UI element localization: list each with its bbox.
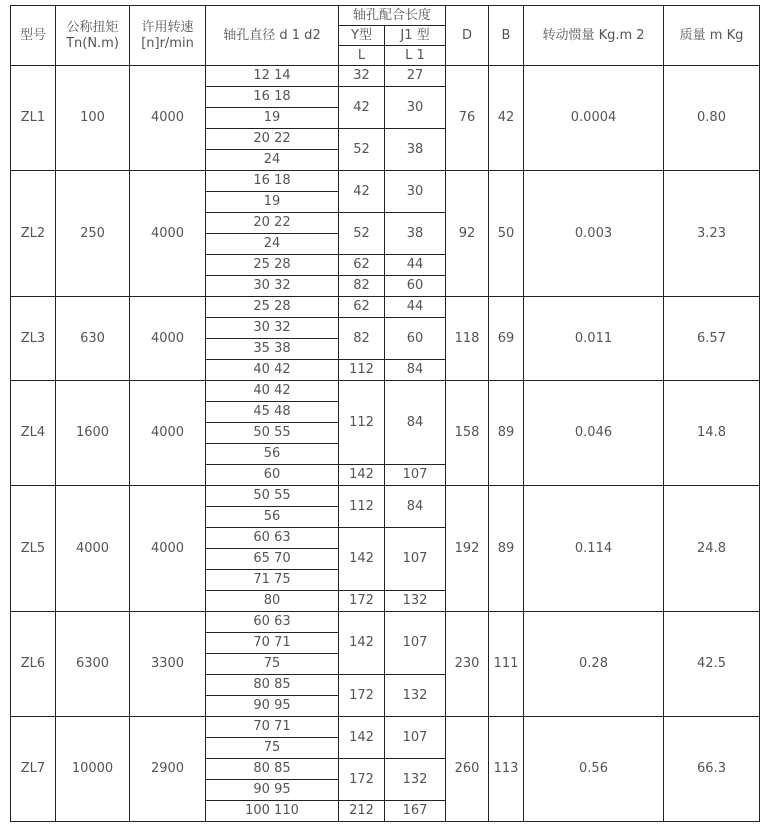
- table-row: [11, 381, 760, 402]
- y-length-cell: 112: [339, 486, 385, 528]
- model-cell: ZL4: [11, 381, 56, 486]
- bore-cell: 70 71: [206, 717, 339, 738]
- y-length-cell: 62: [339, 255, 385, 276]
- mass-cell: 66.3: [664, 717, 760, 822]
- bore-cell: 80 85: [206, 675, 339, 696]
- j1-length-cell: 30: [385, 171, 446, 213]
- j1-length-cell: 132: [385, 675, 446, 717]
- j1-length-cell: 30: [385, 87, 446, 129]
- d-cell: 192: [446, 486, 489, 612]
- y-length-cell: 172: [339, 591, 385, 612]
- y-length-cell: 42: [339, 171, 385, 213]
- bore-cell: 100 110: [206, 801, 339, 822]
- mass-cell: 42.5: [664, 612, 760, 717]
- bore-cell: 19: [206, 108, 339, 129]
- j1-length-cell: 84: [385, 360, 446, 381]
- y-length-cell: 42: [339, 87, 385, 129]
- bore-cell: 30 32: [206, 318, 339, 339]
- y-length-cell: 82: [339, 276, 385, 297]
- speed-cell: 2900: [130, 717, 206, 822]
- bore-cell: 60: [206, 465, 339, 486]
- speed-cell: 4000: [130, 66, 206, 171]
- j1-length-cell: 38: [385, 213, 446, 255]
- bore-cell: 24: [206, 234, 339, 255]
- j1-length-cell: 27: [385, 66, 446, 87]
- j1-length-cell: 60: [385, 276, 446, 297]
- y-length-cell: 142: [339, 528, 385, 591]
- bore-cell: 71 75: [206, 570, 339, 591]
- b-cell: 89: [489, 381, 524, 486]
- y-length-cell: 172: [339, 759, 385, 801]
- j1-length-cell: 107: [385, 465, 446, 486]
- b-cell: 89: [489, 486, 524, 612]
- table-row: [11, 717, 760, 738]
- j1-length-cell: 84: [385, 381, 446, 465]
- bore-cell: 40 42: [206, 360, 339, 381]
- bore-cell: 56: [206, 507, 339, 528]
- bore-cell: 40 42: [206, 381, 339, 402]
- bore-cell: 80: [206, 591, 339, 612]
- bore-cell: 35 38: [206, 339, 339, 360]
- d-cell: 260: [446, 717, 489, 822]
- bore-cell: 16 18: [206, 171, 339, 192]
- header-mass: 质量 m Kg: [664, 6, 760, 66]
- header-y-type: Y型: [339, 26, 385, 46]
- inertia-cell: 0.56: [524, 717, 664, 822]
- model-cell: ZL2: [11, 171, 56, 297]
- inertia-cell: 0.0004: [524, 66, 664, 171]
- bore-cell: 60 63: [206, 612, 339, 633]
- torque-cell: 250: [56, 171, 130, 297]
- torque-cell: 630: [56, 297, 130, 381]
- bore-cell: 75: [206, 738, 339, 759]
- y-length-cell: 172: [339, 675, 385, 717]
- y-length-cell: 112: [339, 381, 385, 465]
- model-cell: ZL5: [11, 486, 56, 612]
- header-l1: L 1: [385, 46, 446, 66]
- d-cell: 92: [446, 171, 489, 297]
- header-l: L: [339, 46, 385, 66]
- header-bore-diameter: 轴孔直径 d 1 d2: [206, 6, 339, 66]
- header-inertia: 转动惯量 Kg.m 2: [524, 6, 664, 66]
- model-cell: ZL1: [11, 66, 56, 171]
- header-speed: 许用转速 [n]r/min: [130, 6, 206, 66]
- speed-cell: 4000: [130, 381, 206, 486]
- bore-cell: 16 18: [206, 87, 339, 108]
- y-length-cell: 142: [339, 612, 385, 675]
- bore-cell: 20 22: [206, 213, 339, 234]
- j1-length-cell: 44: [385, 297, 446, 318]
- bore-cell: 75: [206, 654, 339, 675]
- bore-cell: 25 28: [206, 255, 339, 276]
- mass-cell: 14.8: [664, 381, 760, 486]
- y-length-cell: 52: [339, 213, 385, 255]
- j1-length-cell: 107: [385, 528, 446, 591]
- bore-cell: 90 95: [206, 696, 339, 717]
- j1-length-cell: 60: [385, 318, 446, 360]
- torque-cell: 10000: [56, 717, 130, 822]
- mass-cell: 3.23: [664, 171, 760, 297]
- j1-length-cell: 167: [385, 801, 446, 822]
- bore-cell: 56: [206, 444, 339, 465]
- table-body: [11, 66, 760, 822]
- table-header: [11, 6, 760, 66]
- y-length-cell: 212: [339, 801, 385, 822]
- j1-length-cell: 132: [385, 591, 446, 612]
- j1-length-cell: 38: [385, 129, 446, 171]
- j1-length-cell: 132: [385, 759, 446, 801]
- bore-cell: 70 71: [206, 633, 339, 654]
- speed-cell: 3300: [130, 612, 206, 717]
- y-length-cell: 62: [339, 297, 385, 318]
- y-length-cell: 112: [339, 360, 385, 381]
- bore-cell: 20 22: [206, 129, 339, 150]
- coupling-spec-table: [10, 5, 760, 822]
- d-cell: 76: [446, 66, 489, 171]
- j1-length-cell: 107: [385, 717, 446, 759]
- table-row: [11, 171, 760, 192]
- d-cell: 118: [446, 297, 489, 381]
- speed-cell: 4000: [130, 171, 206, 297]
- bore-cell: 45 48: [206, 402, 339, 423]
- header-b: B: [489, 6, 524, 66]
- j1-length-cell: 84: [385, 486, 446, 528]
- table-row: [11, 612, 760, 633]
- bore-cell: 24: [206, 150, 339, 171]
- bore-cell: 12 14: [206, 66, 339, 87]
- header-d: D: [446, 6, 489, 66]
- bore-cell: 60 63: [206, 528, 339, 549]
- header-torque: 公称扭矩 Tn(N.m): [56, 6, 130, 66]
- model-cell: ZL7: [11, 717, 56, 822]
- bore-cell: 30 32: [206, 276, 339, 297]
- header-fit-length: 轴孔配合长度: [339, 6, 446, 26]
- header-model: 型号: [11, 6, 56, 66]
- b-cell: 69: [489, 297, 524, 381]
- y-length-cell: 32: [339, 66, 385, 87]
- torque-cell: 4000: [56, 486, 130, 612]
- b-cell: 113: [489, 717, 524, 822]
- b-cell: 42: [489, 66, 524, 171]
- model-cell: ZL6: [11, 612, 56, 717]
- speed-cell: 4000: [130, 486, 206, 612]
- header-j1-type: J1 型: [385, 26, 446, 46]
- bore-cell: 19: [206, 192, 339, 213]
- torque-cell: 1600: [56, 381, 130, 486]
- inertia-cell: 0.003: [524, 171, 664, 297]
- bore-cell: 25 28: [206, 297, 339, 318]
- inertia-cell: 0.011: [524, 297, 664, 381]
- bore-cell: 65 70: [206, 549, 339, 570]
- torque-cell: 100: [56, 66, 130, 171]
- inertia-cell: 0.114: [524, 486, 664, 612]
- bore-cell: 80 85: [206, 759, 339, 780]
- j1-length-cell: 107: [385, 612, 446, 675]
- b-cell: 50: [489, 171, 524, 297]
- bore-cell: 50 55: [206, 423, 339, 444]
- inertia-cell: 0.046: [524, 381, 664, 486]
- bore-cell: 90 95: [206, 780, 339, 801]
- d-cell: 230: [446, 612, 489, 717]
- j1-length-cell: 44: [385, 255, 446, 276]
- table-row: [11, 486, 760, 507]
- mass-cell: 0.80: [664, 66, 760, 171]
- torque-cell: 6300: [56, 612, 130, 717]
- b-cell: 111: [489, 612, 524, 717]
- y-length-cell: 52: [339, 129, 385, 171]
- mass-cell: 24.8: [664, 486, 760, 612]
- mass-cell: 6.57: [664, 297, 760, 381]
- y-length-cell: 142: [339, 717, 385, 759]
- y-length-cell: 82: [339, 318, 385, 360]
- y-length-cell: 142: [339, 465, 385, 486]
- speed-cell: 4000: [130, 297, 206, 381]
- model-cell: ZL3: [11, 297, 56, 381]
- bore-cell: 50 55: [206, 486, 339, 507]
- table-row: [11, 66, 760, 87]
- inertia-cell: 0.28: [524, 612, 664, 717]
- d-cell: 158: [446, 381, 489, 486]
- table-row: [11, 297, 760, 318]
